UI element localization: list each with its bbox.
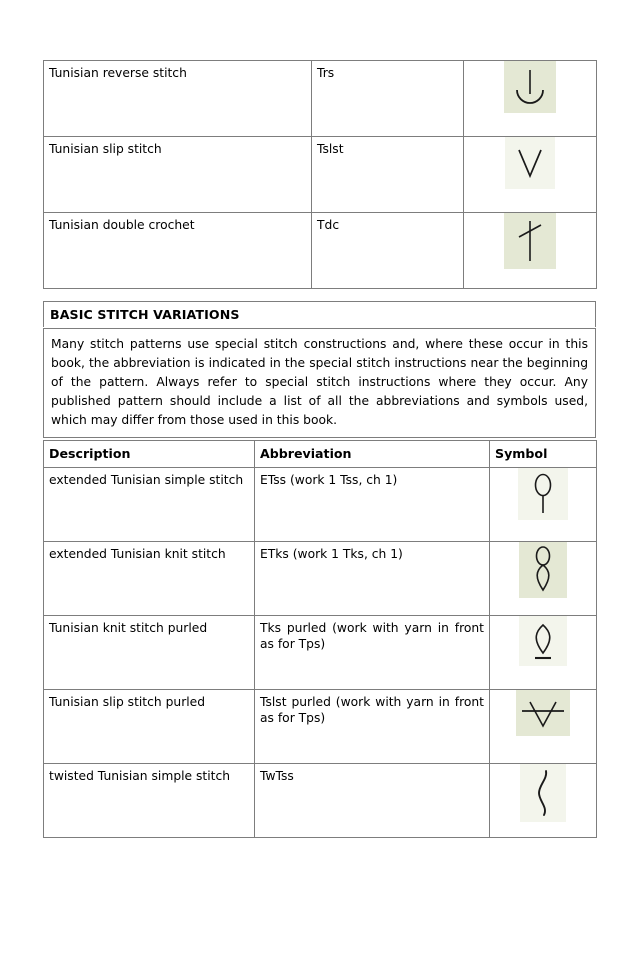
table-row [44,213,597,289]
table-row [44,61,597,137]
stitch-abbreviation-cell [312,61,464,137]
stitch-abbreviation: Tslst [317,142,344,156]
stitch-symbol-cell [490,542,597,616]
stitch-abbreviation: Tdc [317,218,340,232]
stitch-abbreviation: ETks (work 1 Tks, ch 1) [260,547,403,562]
table-row [44,137,597,213]
section-intro-box [43,328,596,438]
stitch-description: Tunisian double crochet [49,218,195,232]
stitch-description: Tunisian knit stitch purled [49,621,208,636]
symbol-tile [464,213,596,273]
stitch-abbreviation-cell [312,213,464,289]
symbol-tile [490,542,596,601]
table-row [44,542,597,616]
table-header-row [44,441,597,468]
stitch-abbreviation-cell [255,616,490,690]
section-heading-box [43,301,596,327]
stitch-symbol-cell [490,690,597,764]
stitch-description: Tunisian slip stitch purled [49,695,206,710]
stitch-symbol-cell [490,616,597,690]
table-row [44,764,597,838]
stitch-symbol-cell [464,61,597,137]
stitch-description: extended Tunisian knit stitch [49,547,226,562]
stitch-description-cell [44,616,255,690]
stitch-description-cell [44,468,255,542]
stitch-symbol-cell [490,468,597,542]
table-row [44,468,597,542]
stitch-description: Tunisian reverse stitch [49,66,187,80]
symbol-tile [490,764,596,827]
stitch-description-cell [44,690,255,764]
column-header-description: Description [44,441,255,468]
table-row [44,616,597,690]
stitch-symbol-cell [464,213,597,289]
stitch-abbreviation: Tslst purled (work with yarn in front as for Tps) [260,695,484,725]
stitch-variations-table [43,440,597,838]
stitch-abbreviation: Trs [317,66,335,80]
twisted-tunisian-simple-stitch-icon [520,764,566,822]
stitch-abbreviation: TwTss [260,769,294,784]
stitch-abbreviation-cell [255,542,490,616]
extended-tunisian-knit-stitch-icon [519,542,567,598]
tunisian-slip-stitch-purled-icon [516,690,570,736]
symbol-tile [490,690,596,743]
stitch-description-cell [44,137,312,213]
page-title: BASIC STITCH VARIATIONS [50,307,240,322]
column-header-abbreviation: Abbreviation [255,441,490,468]
tunisian-slip-stitch-icon [505,137,555,189]
table-row [44,690,597,764]
stitch-description: extended Tunisian simple stitch [49,473,244,488]
symbol-tile [464,137,596,197]
stitch-description-cell [44,213,312,289]
intro-paragraph: Many stitch patterns use special stitch constructions and, where these occur in this book, the abbreviation is indicated in the special stitch instructions near the beginning of the pattern. Always refer to special stitch instructions where they occur. Any published pattern should include a list of all the abbreviations and symbols used, which may differ from those used in this book. [51,337,588,428]
stitch-abbreviation-cell [255,764,490,838]
stitch-abbreviation-cell [255,468,490,542]
stitch-symbol-cell [464,137,597,213]
stitch-description-cell [44,61,312,137]
stitch-abbreviation-cell [255,690,490,764]
column-header-symbol: Symbol [490,441,597,468]
stitch-abbreviation: Tks purled (work with yarn in front as for Tps) [260,621,484,651]
stitch-description-cell [44,764,255,838]
tunisian-double-crochet-icon [504,213,556,269]
stitch-description: twisted Tunisian simple stitch [49,769,231,784]
stitch-symbol-cell [490,764,597,838]
basic-stitches-table [43,60,597,289]
stitch-description-cell [44,542,255,616]
stitch-abbreviation: ETss (work 1 Tss, ch 1) [260,473,398,488]
symbol-tile [490,616,596,672]
stitch-description: Tunisian slip stitch [49,142,162,156]
symbol-tile [464,61,596,119]
tunisian-reverse-stitch-icon [504,61,556,113]
symbol-tile [490,468,596,525]
tunisian-knit-stitch-purled-icon [519,616,567,666]
stitch-abbreviation-cell [312,137,464,213]
extended-tunisian-simple-stitch-icon [518,468,568,520]
